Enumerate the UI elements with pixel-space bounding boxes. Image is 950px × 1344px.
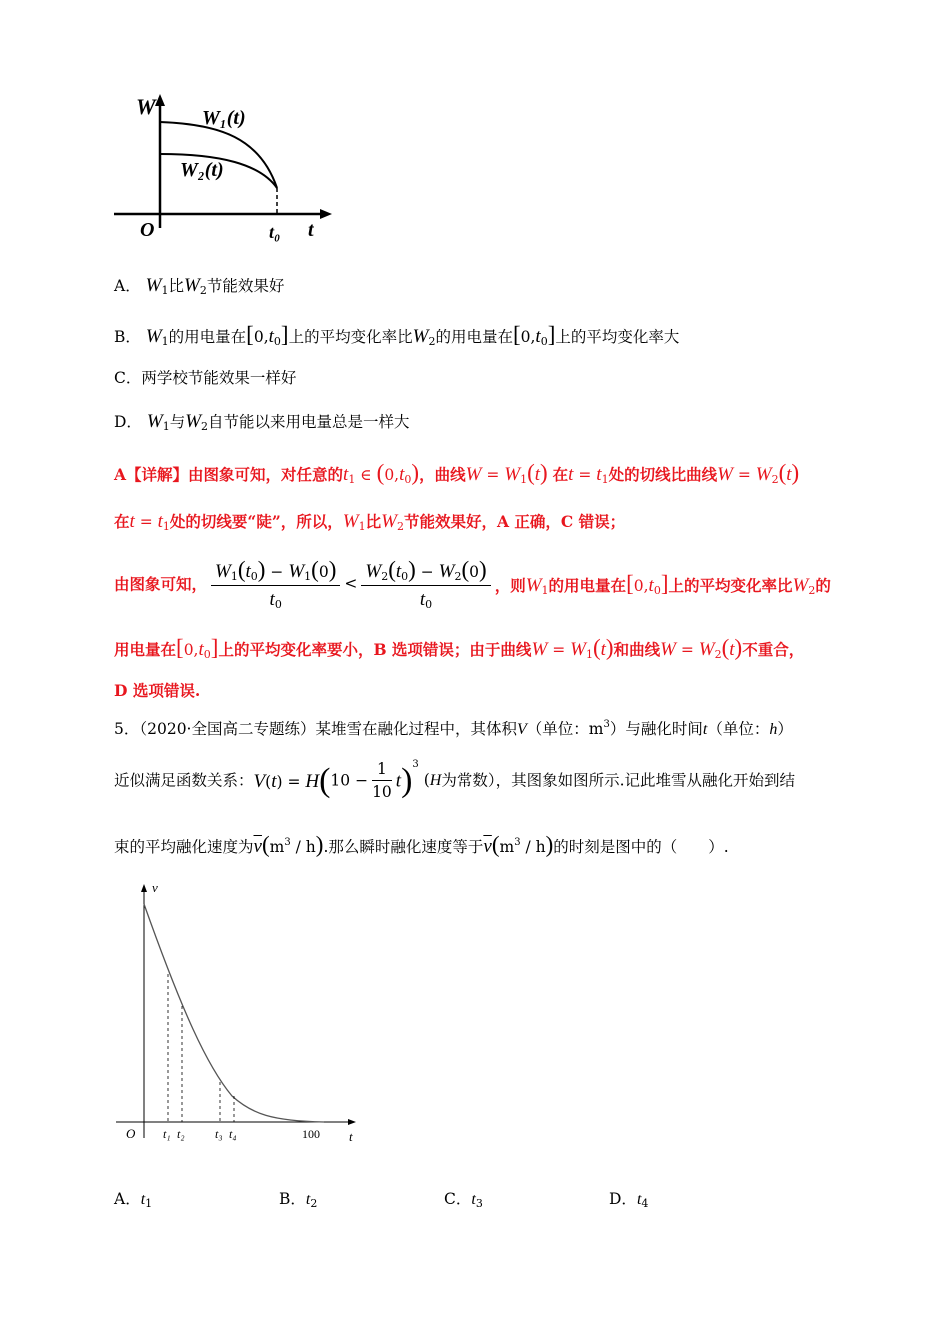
solution-line-2: 在$t = t_1$处的切线要“陡”，所以，$W_1$比$W_2$节能效果好，A 正确，C 错误； — [114, 511, 626, 533]
solution-line-5: D 选项错误. — [114, 681, 201, 700]
tick-label-t3: t₃ — [215, 1127, 223, 1141]
tick-label-100: 100 — [302, 1127, 320, 1141]
axis-label-v: v — [152, 880, 158, 895]
figure-energy-curves — [110, 88, 350, 248]
volume-curve — [144, 904, 324, 1122]
q5-option-b: B．$t_2$ — [279, 1190, 318, 1210]
solution-line-4: 用电量在$[0,t_0]$上的平均变化率要小，B 选项错误；由于曲线$W = W_1(t)$和曲线$W = W_2(t)$不重合， — [114, 635, 805, 661]
figure-snow-melting — [112, 876, 372, 1148]
option-c: C．两学校节能效果一样好 — [114, 369, 297, 387]
option-a: A． $W_1$比$W_2$节能效果好 — [114, 275, 285, 297]
origin-label: O — [126, 1126, 136, 1141]
q5-line-3: 束的平均融化速度为$\overline{v}(m^3 / h)$.那么瞬时融化速度等于$\overline{v}(m^3 / h)$的时刻是图中的（ ）. — [114, 832, 729, 857]
q5-option-c: C．$t_3$ — [444, 1190, 483, 1210]
q5-option-a: A．$t_1$ — [114, 1190, 153, 1210]
y-axis-arrow — [155, 94, 165, 106]
q5-option-d: D．$t_4$ — [609, 1190, 649, 1210]
curve-label-w2: W₂(t) — [180, 159, 224, 181]
q5-line-1: 5．（2020·全国高二专题练）某堆雪在融化过程中，其体积V（单位：$m^3$）与融化时间t（单位：h） — [114, 719, 793, 738]
tick-label-t4: t₄ — [229, 1127, 237, 1141]
tick-label-t2: t₂ — [177, 1127, 185, 1141]
x-axis-arrow — [348, 1119, 356, 1125]
curve-label-w1: W₁(t) — [202, 107, 246, 129]
axis-label-t: t — [308, 219, 314, 241]
axis-label-t: t — [349, 1129, 353, 1144]
solution-line-1: A【详解】由图象可知，对任意的$t_1$ ∈ $(0,t_0)$，曲线$W = W_1(t)$ 在$t = t_1$处的切线比曲线$W = W_2(t)$ — [114, 460, 800, 486]
q5-line-2: 近似满足函数关系：V(t) = H(10 − $\frac{1}{10}$ t)$^3$ (H为常数），其图象如图所示.记此堆雪从融化开始到结 — [114, 759, 796, 801]
origin-label: O — [140, 219, 155, 241]
fraction-w1: $\frac{W_1(t_0) - W_1(0)}{t_0}$ — [211, 558, 340, 610]
option-b: B． $W_1$的用电量在$[0,t_0]$上的平均变化率比$W_2$的用电量在$[0,t_0]$上的平均变化率大 — [114, 322, 680, 348]
tick-label-t0: t₀ — [269, 222, 281, 242]
option-d: D． $W_1$与$W_2$自节能以来用电量总是一样大 — [114, 411, 410, 433]
solution-line-3: 由图象可知， $\frac{W_1(t_0) - W_1(0)}{t_0}$ < $\frac{W_2(t_0) - W_2(0)}{t_0}$ ，则$W_1$的用电量在$[0,t_0]$上的平均变化率比$W_2$的 — [114, 557, 831, 611]
x-axis-arrow — [320, 209, 332, 219]
fraction-w2: $\frac{W_2(t_0) - W_2(0)}{t_0}$ — [361, 558, 490, 610]
tick-label-t1: t₁ — [163, 1127, 171, 1141]
axis-label-w: W — [136, 94, 156, 119]
y-axis-arrow — [141, 884, 147, 892]
